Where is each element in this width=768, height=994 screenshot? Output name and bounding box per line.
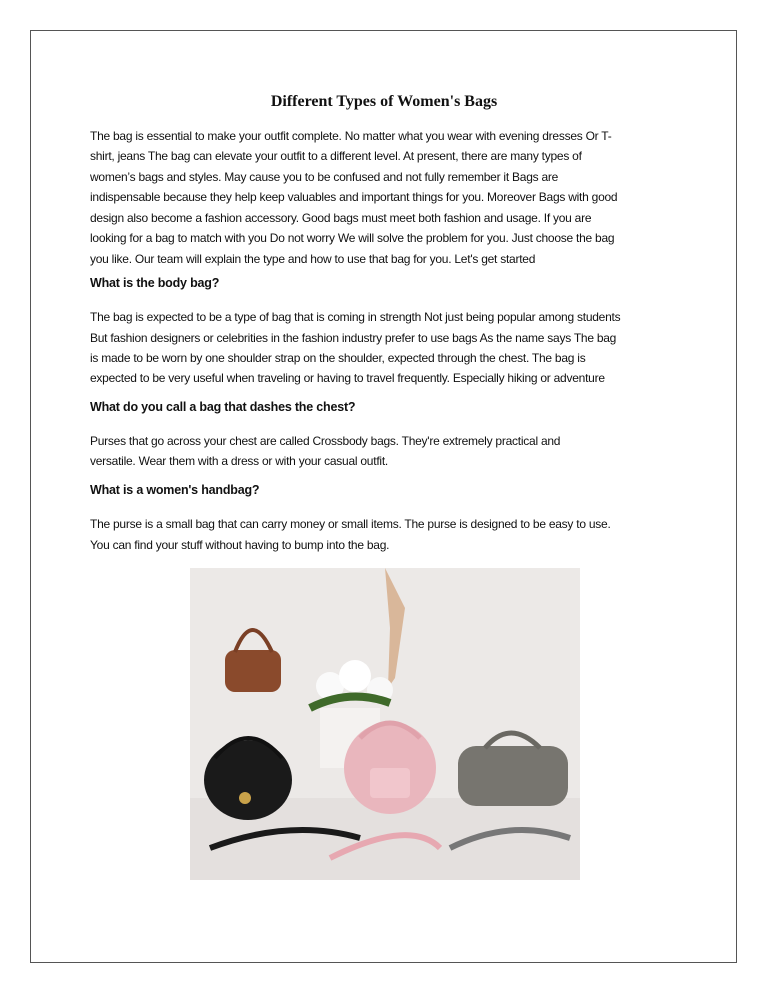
- body-line: expected to be very useful when traveling or having to travel frequently. Especially hiking or adventure: [90, 371, 605, 385]
- section-heading: What is a women's handbag?: [90, 483, 260, 497]
- intro-line: you like. Our team will explain the type and how to use that bag for you. Let's get started: [90, 252, 536, 266]
- body-line: The bag is expected to be a type of bag that is coming in strength Not just being popular among students: [90, 310, 621, 324]
- body-line: But fashion designers or celebrities in the fashion industry prefer to use bags As the name says The bag: [90, 331, 617, 345]
- intro-line: indispensable because they help keep valuables and important things for you. Moreover Bags with good: [90, 190, 618, 204]
- body-line: The purse is a small bag that can carry money or small items. The purse is designed to be easy to use.: [90, 517, 611, 531]
- intro-line: women’s bags and styles. May cause you to be confused and not fully remember it Bags are: [90, 170, 559, 184]
- document-title: Different Types of Women's Bags: [270, 93, 498, 110]
- intro-line: The bag is essential to make your outfit complete. No matter what you wear with evening dresses Or T-: [90, 129, 612, 143]
- body-line: is made to be worn by one shoulder strap on the shoulder, expected through the chest. The bag is: [90, 351, 586, 365]
- section-heading: What is the body bag?: [90, 276, 220, 290]
- body-line: You can find your stuff without having to bump into the bag.: [90, 538, 390, 552]
- intro-line: design also become a fashion accessory. Good bags must meet both fashion and usage. If you are: [90, 211, 592, 225]
- bags-photo: [190, 568, 580, 880]
- intro-line: shirt, jeans The bag can elevate your outfit to a different level. At present, there are many types of: [90, 149, 582, 163]
- body-line: versatile. Wear them with a dress or with your casual outfit.: [90, 454, 388, 468]
- section-heading: What do you call a bag that dashes the chest?: [90, 400, 356, 414]
- intro-line: looking for a bag to match with you Do not worry We will solve the problem for you. Just choose the bag: [90, 231, 615, 245]
- body-line: Purses that go across your chest are called Crossbody bags. They're extremely practical and: [90, 434, 561, 448]
